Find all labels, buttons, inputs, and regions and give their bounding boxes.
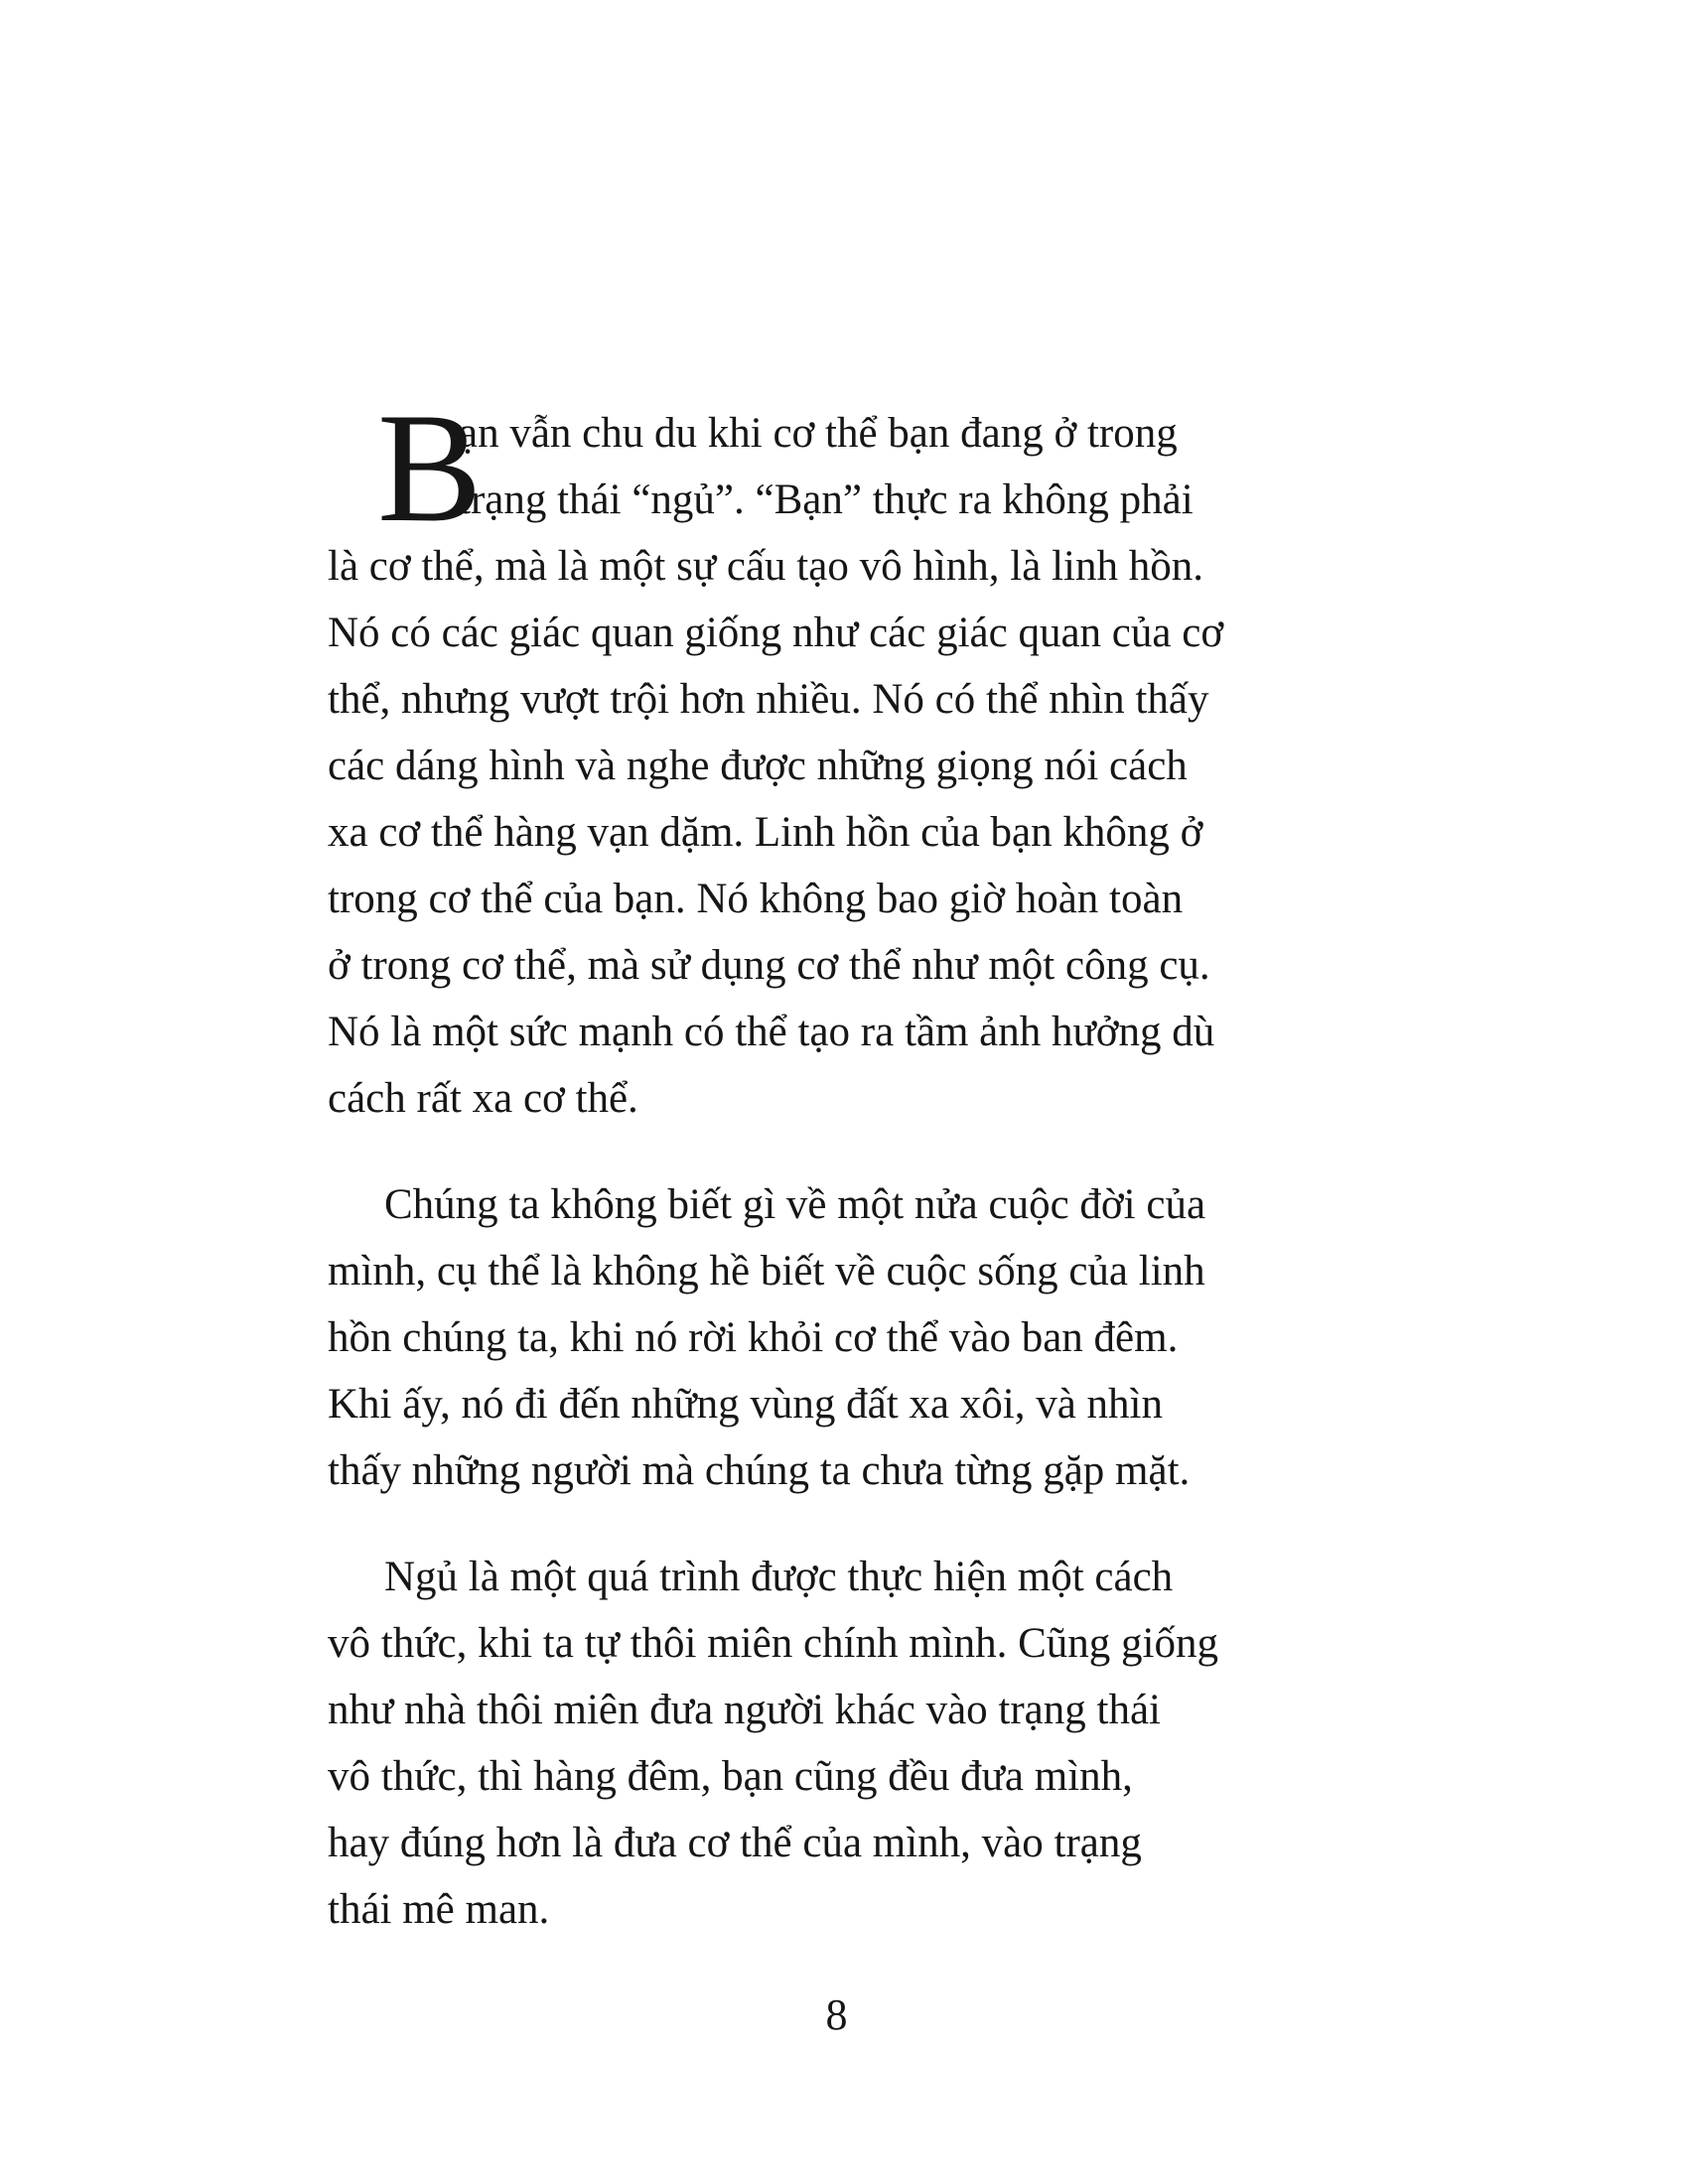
text-line: như nhà thôi miên đưa người khác vào trạng thái [328, 1687, 1161, 1733]
text-line: Nó là một sức mạnh có thể tạo ra tầm ảnh hưởng dù [328, 1009, 1215, 1055]
paragraph [328, 381, 1380, 1132]
text-line: thấy những người mà chúng ta chưa từng gặp mặt. [328, 1447, 1191, 1494]
text-line: Nó có các giác quan giống như các giác quan của cơ [328, 610, 1224, 656]
text-line: Ngủ là một quá trình được thực hiện một cách [384, 1554, 1174, 1600]
text-block [328, 381, 1380, 1943]
text-line: ở trong cơ thể, mà sử dụng cơ thể như một công cụ. [328, 942, 1210, 989]
text-line: trong cơ thể của bạn. Nó không bao giờ hoàn toàn [328, 876, 1184, 922]
text-line: Khi ấy, nó đi đến những vùng đất xa xôi, và nhìn [328, 1381, 1163, 1428]
text-line: hay đúng hơn là đưa cơ thể của mình, vào trạng [328, 1820, 1142, 1866]
text-line: các dáng hình và nghe được những giọng nói cách [328, 743, 1188, 789]
text-line: trạng thái “ngủ”. “Bạn” thực ra không phải [459, 477, 1194, 523]
text-line: cách rất xa cơ thể. [328, 1075, 638, 1122]
text-line: vô thức, thì hàng đêm, bạn cũng đều đưa mình, [328, 1753, 1133, 1800]
text-line: vô thức, khi ta tự thôi miên chính mình. Cũng giống [328, 1620, 1218, 1667]
drop-cap-letter: B [377, 381, 483, 555]
text-line: Chúng ta không biết gì về một nửa cuộc đời của [384, 1181, 1206, 1228]
text-line: là cơ thể, mà là một sự cấu tạo vô hình, là linh hồn. [328, 543, 1203, 590]
text-line: hồn chúng ta, khi nó rời khỏi cơ thể vào ban đêm. [328, 1314, 1179, 1361]
text-line: thể, nhưng vượt trội hơn nhiều. Nó có thể nhìn thấy [328, 676, 1209, 723]
text-line: xa cơ thể hàng vạn dặm. Linh hồn của bạn không ở [328, 809, 1203, 856]
paragraph [328, 1544, 1380, 1943]
text-line: thái mê man. [328, 1886, 550, 1933]
page-number: 8 [825, 1990, 848, 2039]
text-line: ạn vẫn chu du khi cơ thể bạn đang ở trong [459, 410, 1178, 457]
text-line: mình, cụ thể là không hề biết về cuộc sống của linh [328, 1248, 1205, 1295]
paragraph [328, 1171, 1380, 1504]
